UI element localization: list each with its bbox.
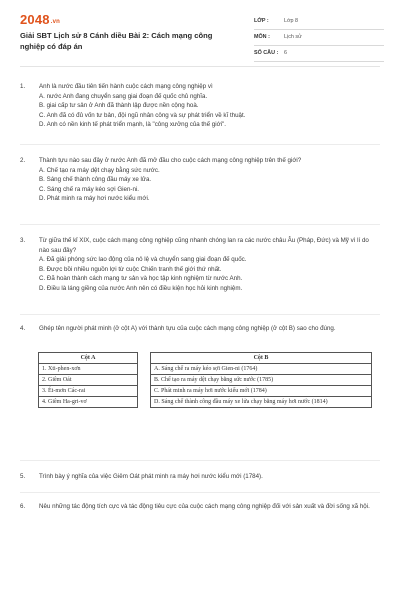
page-header (0, 0, 400, 62)
question-3 (20, 236, 380, 293)
question-divider (20, 224, 380, 225)
meta-key: SỐ CÂU : (254, 50, 279, 56)
match-cell: 3. Ét-mơn Các-rai (39, 386, 138, 397)
question-divider (20, 492, 380, 493)
header-divider (20, 66, 380, 67)
answer-option[interactable]: B. Được bồi nhiều nguồn lợi từ cuộc Chiến tranh thế giới thứ nhất. (39, 265, 222, 273)
question-stem: Nêu những tác động tích cực và tác động tiêu cực của cuộc cách mạng công nghiệp đối với sản xuất và đời sống xã hội. (39, 503, 370, 510)
question-number: 1. (20, 83, 26, 90)
answer-option[interactable]: C. Anh đã có đủ vốn tư bản, đội ngũ nhân công và sự phát triển về kĩ thuật. (39, 111, 246, 119)
meta-key: MÔN : (254, 34, 270, 40)
answer-option[interactable]: D. Phát minh ra máy hơi nước kiểu mới. (39, 195, 150, 202)
question-1 (20, 82, 380, 130)
question-stem: Từ giữa thế kỉ XIX, cuộc cách mạng công nghiệp cũng nhanh chóng lan ra các nước châu Âu (Pháp, Đức) và Mỹ vì lí do nào sau đây? (39, 237, 369, 254)
match-cell: C. Phát minh ra máy hơi nước kiểu mới (1784) (151, 386, 372, 397)
site-logo[interactable]: 2048.vn (20, 12, 61, 27)
answer-option[interactable]: D. Điều là láng giềng của nước Anh nên có điều kiện học hỏi kinh nghiệm. (39, 284, 243, 292)
question-divider (20, 460, 380, 461)
question-stem: Thành tựu nào sau đây ở nước Anh đã mở đầu cho cuộc cách mạng công nghiệp trên thế giới? (39, 157, 302, 164)
question-stem: Anh là nước đầu tiên tiến hành cuộc cách mạng công nghiệp vì (39, 83, 213, 90)
column-header: Cột B (151, 353, 372, 364)
match-cell: 1. Xti-phen-xơn (39, 364, 138, 375)
question-number: 5. (20, 473, 26, 480)
meta-row-subject (254, 30, 384, 46)
answer-option[interactable]: D. Anh có nền kinh tế phát triển mạnh, là "công xưởng của thế giới". (39, 121, 226, 128)
meta-box (254, 14, 384, 62)
question-number: 2. (20, 157, 26, 164)
question-number: 4. (20, 325, 26, 332)
answer-option[interactable]: A. nước Anh đang chuyển sang giai đoạn đế quốc chủ nghĩa. (39, 92, 208, 100)
question-divider (20, 314, 380, 315)
match-table-b (150, 352, 372, 408)
match-cell: D. Sáng chế thành công đầu máy xe lửa chạy bằng máy hơi nước (1814) (151, 397, 372, 408)
question-5 (20, 472, 380, 482)
match-cell: B. Chế tạo ra máy dệt chạy bằng sức nước (1785) (151, 375, 372, 386)
answer-option[interactable]: B. giai cấp tư sản ở Anh đã thành lập được nền cộng hoà. (39, 102, 199, 109)
match-cell: 2. Giêm Oát (39, 375, 138, 386)
meta-value: 6 (284, 50, 287, 56)
match-cell: A. Sáng chế ra máy kéo sợi Gien-ni (1764) (151, 364, 372, 375)
question-2 (20, 156, 380, 204)
meta-row-count (254, 46, 384, 62)
question-6 (20, 502, 380, 512)
question-4 (20, 324, 380, 334)
question-number: 6. (20, 503, 26, 510)
meta-value: Lớp 8 (284, 18, 299, 24)
answer-option[interactable]: B. Sáng chế thành công đầu máy xe lửa. (39, 176, 152, 183)
question-divider (20, 144, 380, 145)
match-cell: 4. Giêm Ha-gri-vơ (39, 397, 138, 408)
page-title: Giải SBT Lịch sử 8 Cánh diều Bài 2: Cách mạng công nghiệp có đáp án (20, 31, 213, 51)
question-stem: Trình bày ý nghĩa của việc Giêm Oát phát minh ra máy hơi nước kiểu mới (1784). (39, 473, 263, 480)
answer-option[interactable]: A. Chế tạo ra máy dệt chạy bằng sức nước. (39, 166, 160, 174)
match-table-a (38, 352, 138, 408)
meta-row-grade (254, 14, 384, 30)
column-header: Cột A (39, 353, 138, 364)
meta-value: Lịch sử (284, 34, 302, 40)
question-stem: Ghép tên người phát minh (ở cột A) với thành tựu của cuộc cách mạng công nghiệp (ở cột B) sao cho đúng. (39, 325, 336, 332)
answer-option[interactable]: A. Đã giải phóng sức lao động của nô lệ và chuyển sang giai đoạn đế quốc. (39, 256, 247, 263)
question-number: 3. (20, 237, 26, 244)
answer-option[interactable]: C. Đã hoàn thành cách mạng tư sản và học tập kinh nghiệm từ nước Anh. (39, 275, 243, 282)
answer-option[interactable]: C. Sáng chế ra máy kéo sợi Gien-ni. (39, 185, 140, 193)
meta-key: LỚP : (254, 18, 269, 24)
